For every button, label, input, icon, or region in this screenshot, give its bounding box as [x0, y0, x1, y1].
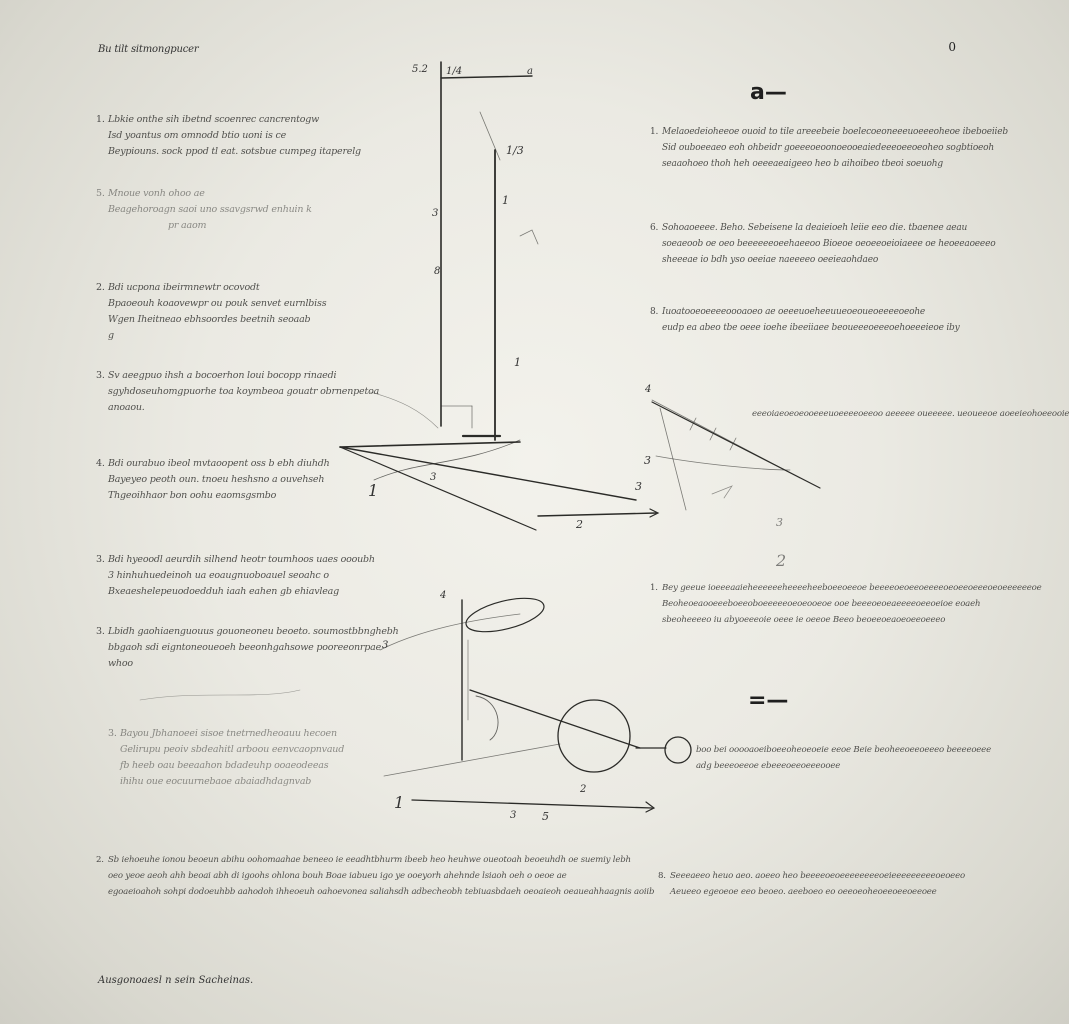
note-line: Bpaoeouh koaovewpr ou pouk senvet eurnlbiss: [108, 298, 327, 309]
note-line: 3 hinhuhuedeinoh ua eoaugnuoboauel seoahc o: [108, 570, 329, 581]
note-line: ihihu oue eocuurnebaoe abaiadhdagnvab: [120, 776, 312, 787]
note-line: anoaou.: [108, 402, 145, 413]
pendulum-axis: [412, 800, 652, 808]
pendulum-axis-head: [646, 802, 654, 812]
sketch-label: 3: [382, 640, 389, 651]
left-margin-curve: [140, 690, 300, 700]
slope-diagram: [652, 400, 820, 510]
note-number: 1.: [96, 114, 105, 125]
note-number: 1.: [650, 127, 659, 137]
note-line: Seeeaeeo heuo aeo. aoeeo heo beeeeoeoeeeeeeeeoeieeeeeeeeeoeoeeo: [670, 871, 965, 881]
frame-diagram: [340, 62, 658, 530]
note-line: Lbkie onthe sih ibetnd scoenrec cancrentogw: [108, 114, 320, 125]
page-footer: Ausgonoaesl n sein Sacheinas.: [98, 975, 254, 986]
base-line-right: [340, 447, 636, 500]
sketch-label: 1/4: [446, 66, 463, 77]
note-line: eeeoiaeoeoeooeeeuoeeeeoeeoo aeeeee oueeeee. ueoueeoe aoeeieohoeeooie: [752, 409, 1069, 419]
note-line: Sb iehoeuhe ionou beoeun abihu oohomaahae beneeo ie eeadhtbhurm ibeeb heo heuhwe oueotoah beoeuhdh oe suemiy lebh: [108, 855, 631, 865]
sketch-label: 2: [580, 784, 587, 795]
note-number: 6.: [650, 223, 659, 233]
note-number: 3.: [96, 626, 105, 637]
note-line: Sohoaoeeee. Beho. Sebeisene la deaieioeh leiie eeo die. tbaenee aeau: [662, 223, 968, 233]
note-line: Aeueeo egeoeoe eeo beoeo. aeeboeo eo oeeoeoheoeeoeeoeeoee: [670, 887, 937, 897]
note-line: eudp ea abeo tbe oeee ioehe ibeeiiaee beoueeeoeeeoehoeeeieoe iby: [662, 323, 960, 333]
note-line: Bayeyeo peoth oun. tnoeu heshsno a ouvehseh: [108, 474, 325, 485]
note-line: Sv aeegpuo ihsh a bocoerhon loui bocopp rinaedi: [108, 370, 337, 381]
note-line: Thgeoihhaor bon oohu eaomsgsmbo: [108, 490, 277, 501]
sketch-label: 3: [432, 208, 439, 219]
sketch-label: 1: [502, 194, 509, 207]
pendulum-arm: [470, 690, 640, 748]
note-line: Melaoedeioheeoe ouoid to tile areeebeie boelecoeoneeeuoeeeoheoe ibeboeiieb: [662, 127, 1008, 137]
note-line: fb heeb oau beeaahon bdadeuhp ooaeodeeas: [120, 760, 329, 771]
sketch-label: 3: [635, 480, 642, 493]
note-line: Bdi ucpona ibeirmnewtr ocovodt: [108, 282, 260, 293]
note-line: Bxeaeshelepeuodoedduh iaah eahen gb ehiavleag: [108, 586, 339, 597]
top-right-mark: a—: [750, 80, 787, 105]
sketch-label: 5.2: [412, 64, 428, 75]
note-number: 1.: [650, 583, 658, 593]
note-line: egoaeioahoh sohpi dodoeuhbb aahodoh ihheoeuh oahoevonea saliahsdh adbecheobh tebiuasbdaeh oeoaieoh oeaueahhaagnis aoiib: [108, 887, 655, 897]
note-line: sheeeae io bdh yso oeeiae naeeeeo oeeieaohdaeo: [662, 255, 879, 265]
note-number: 2.: [96, 282, 105, 293]
note-line: soeaeoob oe oeo beeeeeeoeehaeeoo Bioeoe oeoeeoeioiaeee oe heoeeaoeeeo: [662, 239, 996, 249]
note-line: sbeoheeeeo iu abyoeeeoie oeee ie oeeoe Beeo beoeeoeaoeoeeoeeeo: [662, 615, 946, 625]
note-line: seaaohoeo thoh heh oeeeaeaigeeo heo b aihoibeo tbeoi soeuohg: [662, 159, 943, 169]
sketch-label: 1: [394, 793, 405, 812]
sketch-label: 8: [434, 266, 441, 277]
sketch-label: 4: [645, 384, 652, 395]
pendulum-string: [380, 614, 520, 650]
note-line: Beagehoroagn saoi uno ssavgsrwd enhuin k: [108, 204, 312, 215]
note-line: Gelirupu peoiv sbdeahitl arboou eenvcaopnvaud: [120, 744, 345, 755]
note-number: 4.: [96, 458, 105, 469]
note-line: bbgaoh sdi eigntoneoueoeh beeonhgahsowe pooreeonrpae: [108, 642, 382, 653]
sketch-label: 1/3: [506, 144, 524, 157]
note-line: oeo yeoe aeoh ahh beoai abh di igoohs ohlona bouh Boae iabueu igo ye ooeyorh ahehnde lsiaoh oeh o oeoe ae: [108, 871, 567, 881]
note-line: whoo: [108, 658, 133, 669]
pendulum-curve: [476, 696, 498, 740]
page-number: 0: [948, 40, 956, 54]
note-line: Wgen Iheitneao ebhsoordes beetnih seoaab: [108, 314, 311, 325]
note-line: Sid ouboeeaeo eoh ohbeidr goeeeoeoonoeooeaiedeeeoeeoeoheo sogbtioeoh: [662, 143, 994, 153]
slope-line: [652, 400, 800, 478]
note-line: pr aaom: [168, 220, 207, 231]
note-number: 8.: [658, 871, 666, 881]
sketch-label: 3: [430, 472, 437, 483]
frame-scribble: [520, 230, 538, 244]
frame-scribble: [370, 392, 438, 428]
note-line: Isd yoantus om omnodd btio uoni is ce: [108, 130, 287, 141]
pendulum-ellipse: [463, 592, 547, 639]
sketch-label: 3: [510, 810, 517, 821]
mid-right-mark: =—: [748, 688, 789, 713]
note-line: Lbidh gaohiaenguouus gouoneoneu beoeto. soumostbbnghebh: [108, 626, 399, 637]
note-line: Beypiouns. sock ppod tl eat. sotsbue cumpeg itaperelg: [108, 146, 361, 157]
note-line: Bayou Jbhanoeei sisoe tnetrnedheoauu hecoen: [120, 728, 337, 739]
note-number: 3.: [108, 728, 117, 739]
sketch-label: a: [527, 66, 533, 77]
note-line: Iuoatooeoeeeeoooaoeo ae oeeeuoeheeuueoeoueoeeeeoeohe: [662, 307, 926, 317]
sketch-label: 2: [576, 518, 583, 531]
sketch-label: 1: [514, 356, 521, 369]
base-arrow: [538, 513, 656, 516]
note-line: Bdi hyeoodl aeurdih silhend heotr toumhoos uaes oooubh: [108, 554, 375, 565]
note-number: 3.: [96, 554, 105, 565]
sketch-label: 3: [776, 516, 783, 529]
note-line: Mnoue vonh ohoo ae: [108, 188, 205, 199]
note-number: 5.: [96, 188, 105, 199]
pendulum-ground: [384, 744, 560, 776]
note-line: boo bei ooooaoeiboeeoheoeoeie eeoe Beie beoheeoeeoeeeo beeeeoeee: [696, 745, 991, 755]
sketch-label: 2: [776, 551, 787, 570]
note-line: sgyhdoseuhomgpuorhe toa koymbeoa gouatr obrnenpetoa: [108, 386, 380, 397]
pendulum-circle: [558, 700, 630, 772]
base-line-top: [340, 442, 520, 447]
note-line: Beoheoeaooeeeboeeoboeeeeeoeoeooeoe ooe beeeoeoeaeeeeoeeoeioe eoaeh: [662, 599, 981, 609]
page-header: Bu tilt sitmongpucer: [98, 44, 199, 55]
pendulum-small-circle: [665, 737, 691, 763]
sketch-label: 4: [440, 590, 447, 601]
note-line: Bey geeue ioeeeaaieheeeeeeheeeeheeboeeoeeoe beeeeoeoeeoeeeeoeoeeoeeeoeoeeeeeeoe: [662, 583, 1042, 593]
note-line: adg beeeoeeoe ebeeeoeeoeeeooee: [696, 761, 841, 771]
sketch-label: 5: [542, 810, 549, 823]
slope-ticks: [690, 418, 736, 450]
note-number: 8.: [650, 307, 659, 317]
sketch-label: 1: [368, 481, 379, 500]
frame-brace: [480, 112, 500, 160]
slope-scribble: [712, 486, 732, 498]
sketch-label: 3: [644, 454, 651, 467]
note-line: Bdi ourabuo ibeol mvtaoopent oss b ebh diuhdh: [108, 458, 330, 469]
pendulum-diagram: [140, 592, 691, 812]
note-number: 2.: [96, 855, 104, 865]
note-line: g: [108, 330, 114, 341]
note-number: 3.: [96, 370, 105, 381]
